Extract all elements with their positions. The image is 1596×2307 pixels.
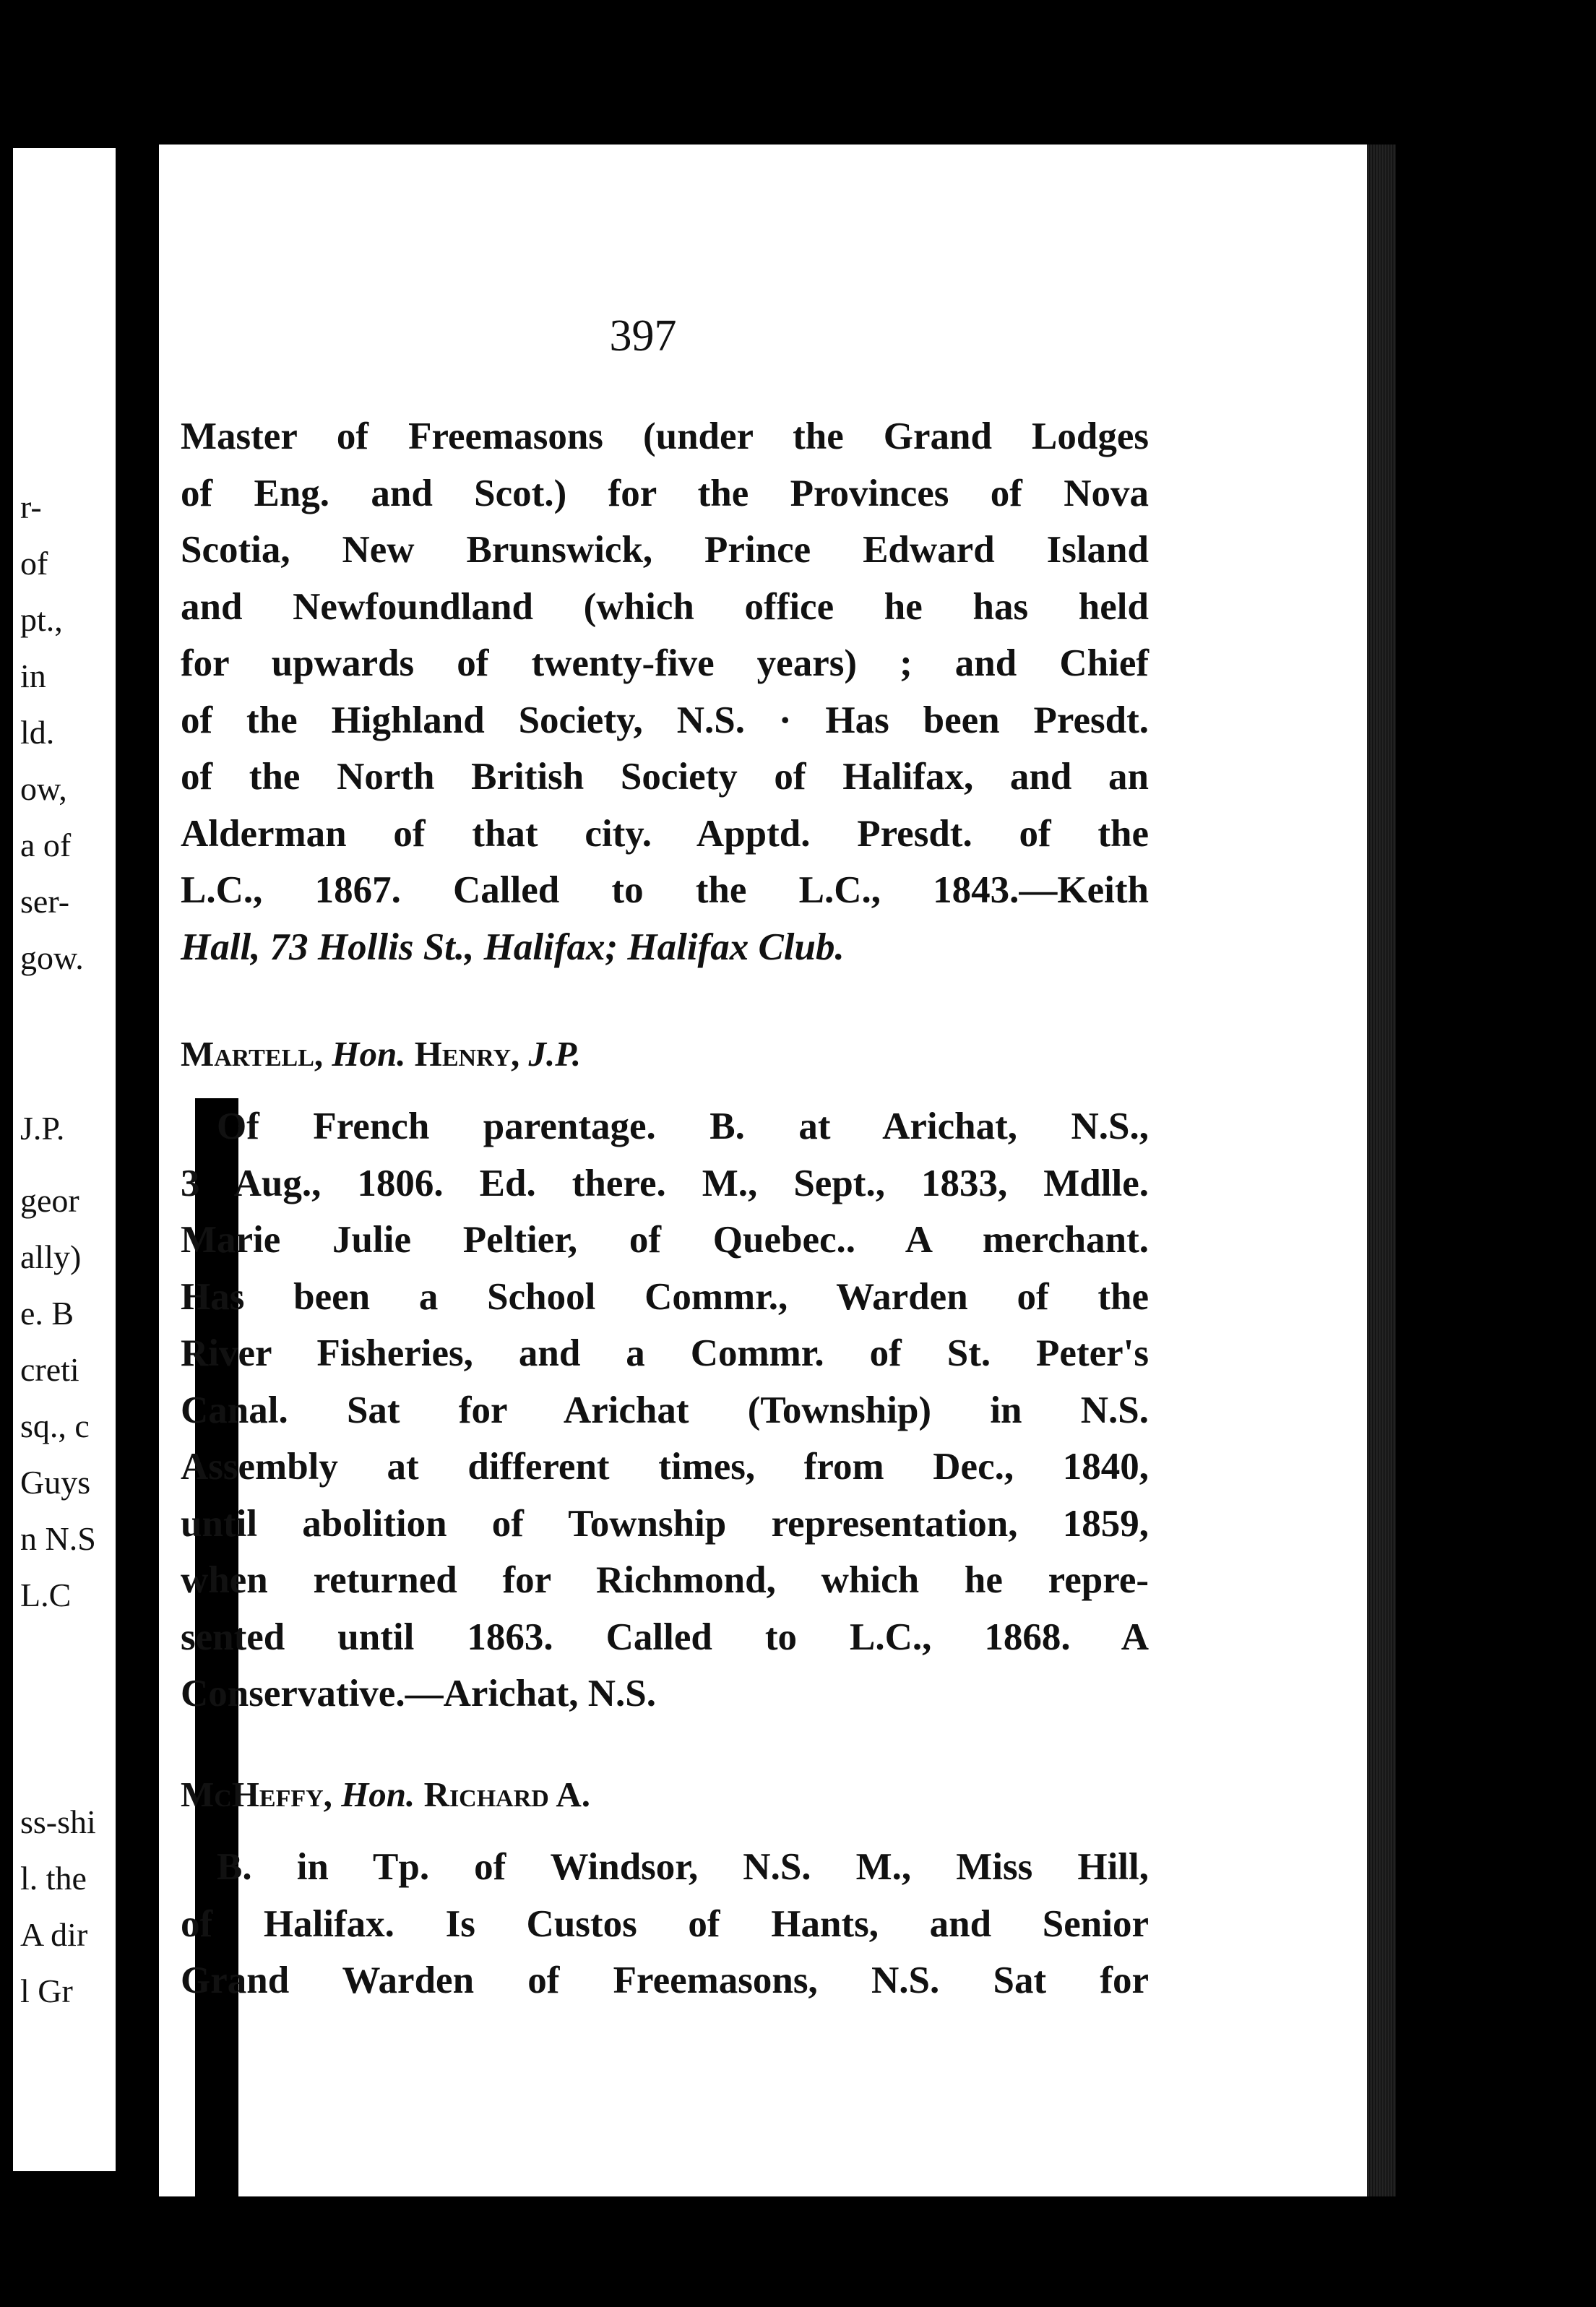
left-fragment: n N.S (20, 1520, 96, 1557)
left-fragment: creti (20, 1351, 79, 1388)
left-fragment: ser- (20, 883, 70, 920)
entry-continuation (181, 408, 1149, 975)
left-fragment: ld. (20, 714, 55, 751)
text-line: Grand Warden of Freemasons, N.S. Sat for (181, 1959, 1149, 2001)
text-line: for upwards of twenty-five years) ; and Chief (181, 642, 1149, 684)
left-fragment: pt., (20, 601, 63, 638)
left-fragment: ally) (20, 1238, 82, 1275)
left-fragment: Guys (20, 1464, 91, 1501)
text-line: Conservative.—Arichat, N.S. (181, 1673, 656, 1715)
text-line: Marie Julie Peltier, of Quebec.. A merchant. (181, 1219, 1149, 1261)
left-fragment: ss-shi (20, 1803, 96, 1840)
left-fragment: gow. (20, 939, 84, 976)
heading-surname: Martell, (181, 1034, 324, 1074)
text-line: until abolition of Township representation, 1859, (181, 1502, 1149, 1545)
heading-given-name: Henry, (414, 1034, 520, 1074)
left-fragment: l Gr (20, 1972, 73, 2009)
left-fragment: sq., c (20, 1407, 90, 1444)
text-line: Assembly at different times, from Dec., 1840, (181, 1446, 1149, 1488)
text-line: Has been a School Commr., Warden of the (181, 1275, 1149, 1318)
heading-surname: McHeffy, (181, 1775, 332, 1814)
text-line: of the North British Society of Halifax, and an (181, 756, 1149, 798)
text-line: 3 Aug., 1806. Ed. there. M., Sept., 1833, Mdlle. (181, 1162, 1149, 1204)
left-fragment: of (20, 545, 48, 582)
text-line: of the Highland Society, N.S. · Has been Presdt. (181, 699, 1149, 741)
entry-heading-mcheffy (181, 1774, 590, 1815)
text-line: Hall, 73 Hollis St., Halifax; Halifax Club. (181, 926, 845, 968)
left-fragment: r- (20, 488, 42, 525)
entry-body-mcheffy (181, 1839, 1149, 2009)
left-fragment: in (20, 657, 46, 694)
page-number: 397 (609, 311, 677, 361)
left-fragment: A dir (20, 1916, 88, 1953)
text-line: Master of Freemasons (under the Grand Lodges (181, 415, 1149, 457)
text-line: B. in Tp. of Windsor, N.S. M., Miss Hill, (217, 1846, 1149, 1888)
text-line: and Newfoundland (which office he has held (181, 585, 1149, 628)
text-line: Canal. Sat for Arichat (Township) in N.S. (181, 1389, 1149, 1431)
text-line: Of French parentage. B. at Arichat, N.S., (217, 1105, 1149, 1147)
text-line: Scotia, New Brunswick, Prince Edward Island (181, 529, 1149, 571)
text-line: of Halifax. Is Custos of Hants, and Senior (181, 1902, 1149, 1945)
page-gutter-shadow (116, 145, 159, 2196)
text-line: Alderman of that city. Apptd. Presdt. of the (181, 812, 1149, 855)
text-line: L.C., 1867. Called to the L.C., 1843.—Keith (181, 869, 1149, 911)
heading-suffix: J.P. (528, 1034, 582, 1074)
left-fragment: ow, (20, 770, 67, 807)
text-line: sented until 1863. Called to L.C., 1868. A (181, 1616, 1149, 1658)
entry-body-martell (181, 1098, 1149, 1722)
left-fragment: e. B (20, 1295, 74, 1332)
heading-title: Hon. (332, 1034, 406, 1074)
left-fragment: J.P. (20, 1110, 65, 1147)
text-line: of Eng. and Scot.) for the Provinces of Nova (181, 472, 1149, 514)
left-fragment: a of (20, 827, 72, 863)
text-line: River Fisheries, and a Commr. of St. Peter's (181, 1332, 1149, 1374)
left-fragment: l. the (20, 1860, 87, 1897)
entry-heading-martell (181, 1033, 581, 1074)
left-fragment: L.C (20, 1577, 72, 1613)
heading-title: Hon. (341, 1775, 415, 1814)
heading-given-name: Richard A. (423, 1775, 591, 1814)
left-fragment: geor (20, 1182, 79, 1219)
right-page-edge (1367, 145, 1396, 2196)
text-line: when returned for Richmond, which he repre- (181, 1559, 1149, 1601)
